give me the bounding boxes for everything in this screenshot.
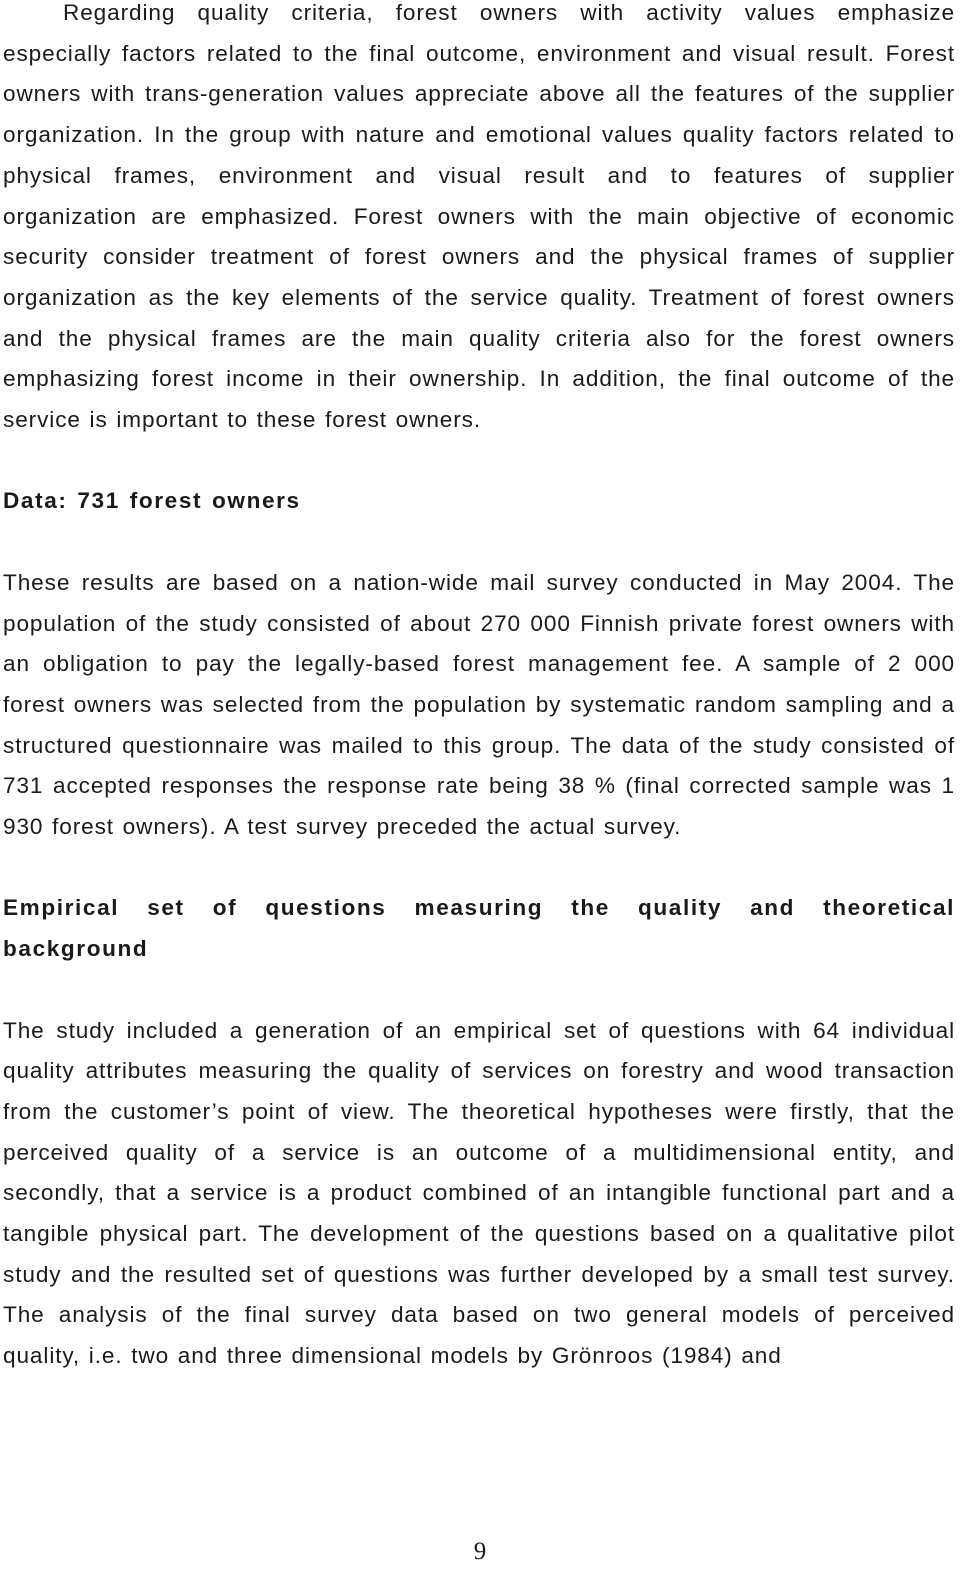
- page-number: 9: [473, 1538, 487, 1565]
- spacer: [3, 970, 955, 1011]
- heading-data: Data: 731 forest owners: [3, 488, 301, 514]
- spacer: [3, 522, 955, 563]
- spacer: [3, 441, 955, 482]
- document-page: [3, 0, 955, 1377]
- spacer: [3, 848, 955, 889]
- paragraph-data-description: These results are based on a nation-wide mail survey conducted in May 2004. The population of the study consisted of about 270 000 Finnish private forest owners with an obligation to pay the legally-based forest management fee. A sample of 2 000 forest owners was selected from the population by systematic random sampling and a structured questionnaire was mailed to this group. The data of the study consisted of 731 accepted responses the response rate being 38 % (final corrected sample was 1 930 forest owners). A test survey preceded the actual survey.: [3, 569, 955, 840]
- paragraph-empirical-set: The study included a generation of an empirical set of questions with 64 individual quality attributes measuring the quality of services on forestry and wood transaction from the customer’s point of view. The theoretical hypotheses were firstly, that the perceived quality of a service is an outcome of a multidimensional entity, and secondly, that a service is a product combined of an intangible functional part and a tangible physical part. The development of the questions based on a qualitative pilot study and the resulted set of questions was further developed by a small test survey. The analysis of the final survey data based on two general models of perceived quality, i.e. two and three dimensional models by Grönroos (1984) and: [3, 1017, 955, 1369]
- heading-empirical-set: Empirical set of questions measuring the quality and theoretical background: [3, 895, 955, 962]
- paragraph-quality-criteria: Regarding quality criteria, forest owners with activity values emphasize especially factors related to the final outcome, environment and visual result. Forest owners with trans-generation values appreciate above all the features of the supplier organization. In the group with nature and emotional values quality factors related to physical frames, environment and visual result and to features of supplier organization are emphasized. Forest owners with the main objective of economic security consider treatment of forest owners and the physical frames of supplier organization as the key elements of the service quality. Treatment of forest owners and the physical frames are the main quality criteria also for the forest owners emphasizing forest income in their ownership. In addition, the final outcome of the service is important to these forest owners.: [3, 0, 955, 433]
